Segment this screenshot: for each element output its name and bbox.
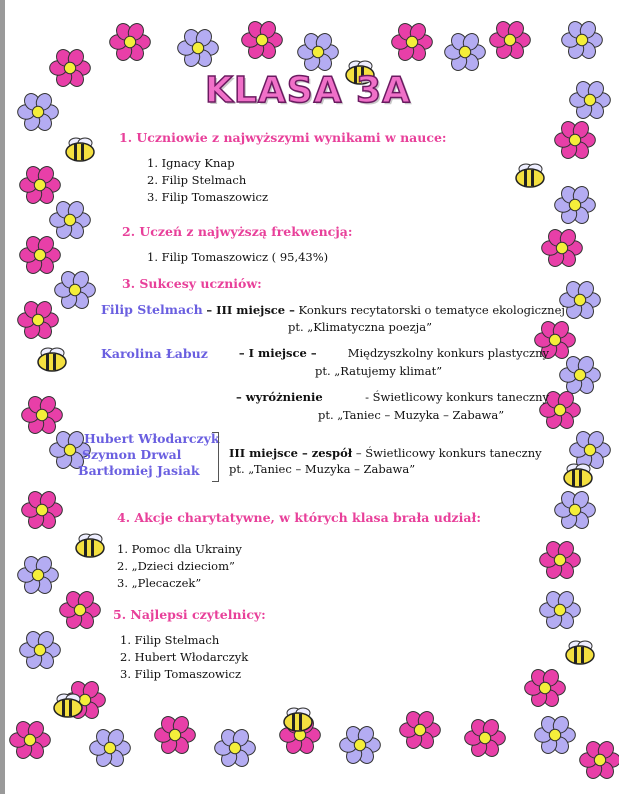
flower-icon <box>22 394 63 436</box>
flower-icon <box>110 21 151 63</box>
flower-icon <box>22 489 63 531</box>
list-item: 2. Hubert Włodarczyk <box>120 650 249 664</box>
contest-title: pt. „Taniec – Muzyka – Zabawa” <box>229 462 416 476</box>
flower-icon <box>490 19 531 61</box>
flower-icon <box>55 269 96 311</box>
flower-icon <box>60 589 101 631</box>
student-name: Karolina Łabuz <box>101 346 208 361</box>
contest-title: pt. „Taniec – Muzyka – Zabawa” <box>318 408 505 422</box>
student-name: Bartłomiej Jasiak <box>78 463 200 478</box>
flower-icon <box>50 199 91 241</box>
student-name: Szymon Drwal <box>82 447 182 462</box>
student-name: Filip Stelmach <box>101 302 203 317</box>
section-3-heading: 3. Sukcesy uczniów: <box>122 276 262 291</box>
flower-icon <box>540 589 581 631</box>
contest: Międzyszkolny konkurs plastyczny <box>347 346 549 360</box>
flower-icon <box>400 709 441 751</box>
flower-icon <box>50 47 91 89</box>
list-item: 3. Filip Tomaszowicz <box>120 667 242 681</box>
list-item: 2. „Dzieci dzieciom” <box>117 559 235 573</box>
flower-icon <box>20 164 61 206</box>
flower-icon <box>155 714 196 756</box>
flower-icon <box>392 21 433 63</box>
flower-icon <box>18 554 59 596</box>
page-title: KLASA 3A <box>205 70 411 111</box>
contest-title: pt. „Ratujemy klimat” <box>315 364 443 378</box>
flower-icon <box>90 727 131 769</box>
list-item: 1. Filip Stelmach <box>120 633 220 647</box>
section-1-list <box>147 155 268 206</box>
achievement-3 <box>236 390 549 404</box>
flower-icon <box>555 184 596 226</box>
list-item: 1. Pomoc dla Ukrainy <box>117 542 242 556</box>
place: – III miejsce – <box>206 303 295 317</box>
contest: Konkurs recytatorski o tematyce ekologicznej <box>294 303 565 317</box>
flower-icon <box>18 91 59 133</box>
place: – I miejsce – <box>238 346 317 360</box>
flower-icon <box>540 539 581 581</box>
place: – wyróżnienie <box>236 390 323 404</box>
bee-icon <box>66 138 94 161</box>
contest: - Świetlicowy konkurs taneczny <box>365 390 549 404</box>
flower-icon <box>542 227 583 269</box>
list-item: 2. Filip Stelmach <box>147 173 247 187</box>
place: III miejsce – zespół <box>229 446 353 460</box>
achievement-1 <box>101 302 565 317</box>
bee-icon <box>76 534 104 557</box>
list-item: 1. Filip Tomaszowicz ( 95,43%) <box>147 250 329 264</box>
flower-icon <box>535 714 576 756</box>
list-item: 3. „Plecaczek” <box>117 576 202 590</box>
bee-icon <box>566 641 594 664</box>
flower-icon <box>242 19 283 61</box>
bee-icon <box>516 164 544 187</box>
contest-title: pt. „Klimatyczna poezja” <box>288 320 432 334</box>
bee-icon <box>564 464 592 487</box>
flower-icon <box>10 719 51 761</box>
flower-icon <box>20 629 61 671</box>
flower-icon <box>20 234 61 276</box>
section-5-heading: 5. Najlepsi czytelnicy: <box>113 607 266 622</box>
team-names <box>78 431 220 479</box>
flower-icon <box>555 119 596 161</box>
flower-icon <box>465 717 506 759</box>
section-1-heading: 1. Uczniowie z najwyższymi wynikami w nauce: <box>119 130 447 145</box>
bee-icon <box>54 694 82 717</box>
contest: – Świetlicowy konkurs taneczny <box>352 446 542 460</box>
bee-icon <box>38 348 66 371</box>
flower-icon <box>525 667 566 709</box>
flower-icon <box>562 19 603 61</box>
section-2-heading: 2. Uczeń z najwyższą frekwencją: <box>122 224 353 239</box>
student-name: Hubert Włodarczyk <box>84 431 220 446</box>
flower-icon <box>445 31 486 73</box>
flower-icon <box>178 27 219 69</box>
flower-icon <box>560 279 601 321</box>
bracket <box>212 432 219 482</box>
flower-icon <box>18 299 59 341</box>
flower-icon <box>555 489 596 531</box>
flower-icon <box>298 31 339 73</box>
list-item: 3. Filip Tomaszowicz <box>147 190 269 204</box>
bee-icon <box>284 708 312 731</box>
flower-icon <box>580 739 619 781</box>
flower-icon <box>340 724 381 766</box>
list-item: 1. Ignacy Knap <box>147 156 235 170</box>
achievement-4 <box>229 446 542 460</box>
section-4-heading: 4. Akcje charytatywne, w których klasa brała udział: <box>117 510 481 525</box>
flower-icon <box>215 727 256 769</box>
achievement-2 <box>101 346 549 361</box>
flower-icon <box>570 79 611 121</box>
flower-icon <box>560 354 601 396</box>
